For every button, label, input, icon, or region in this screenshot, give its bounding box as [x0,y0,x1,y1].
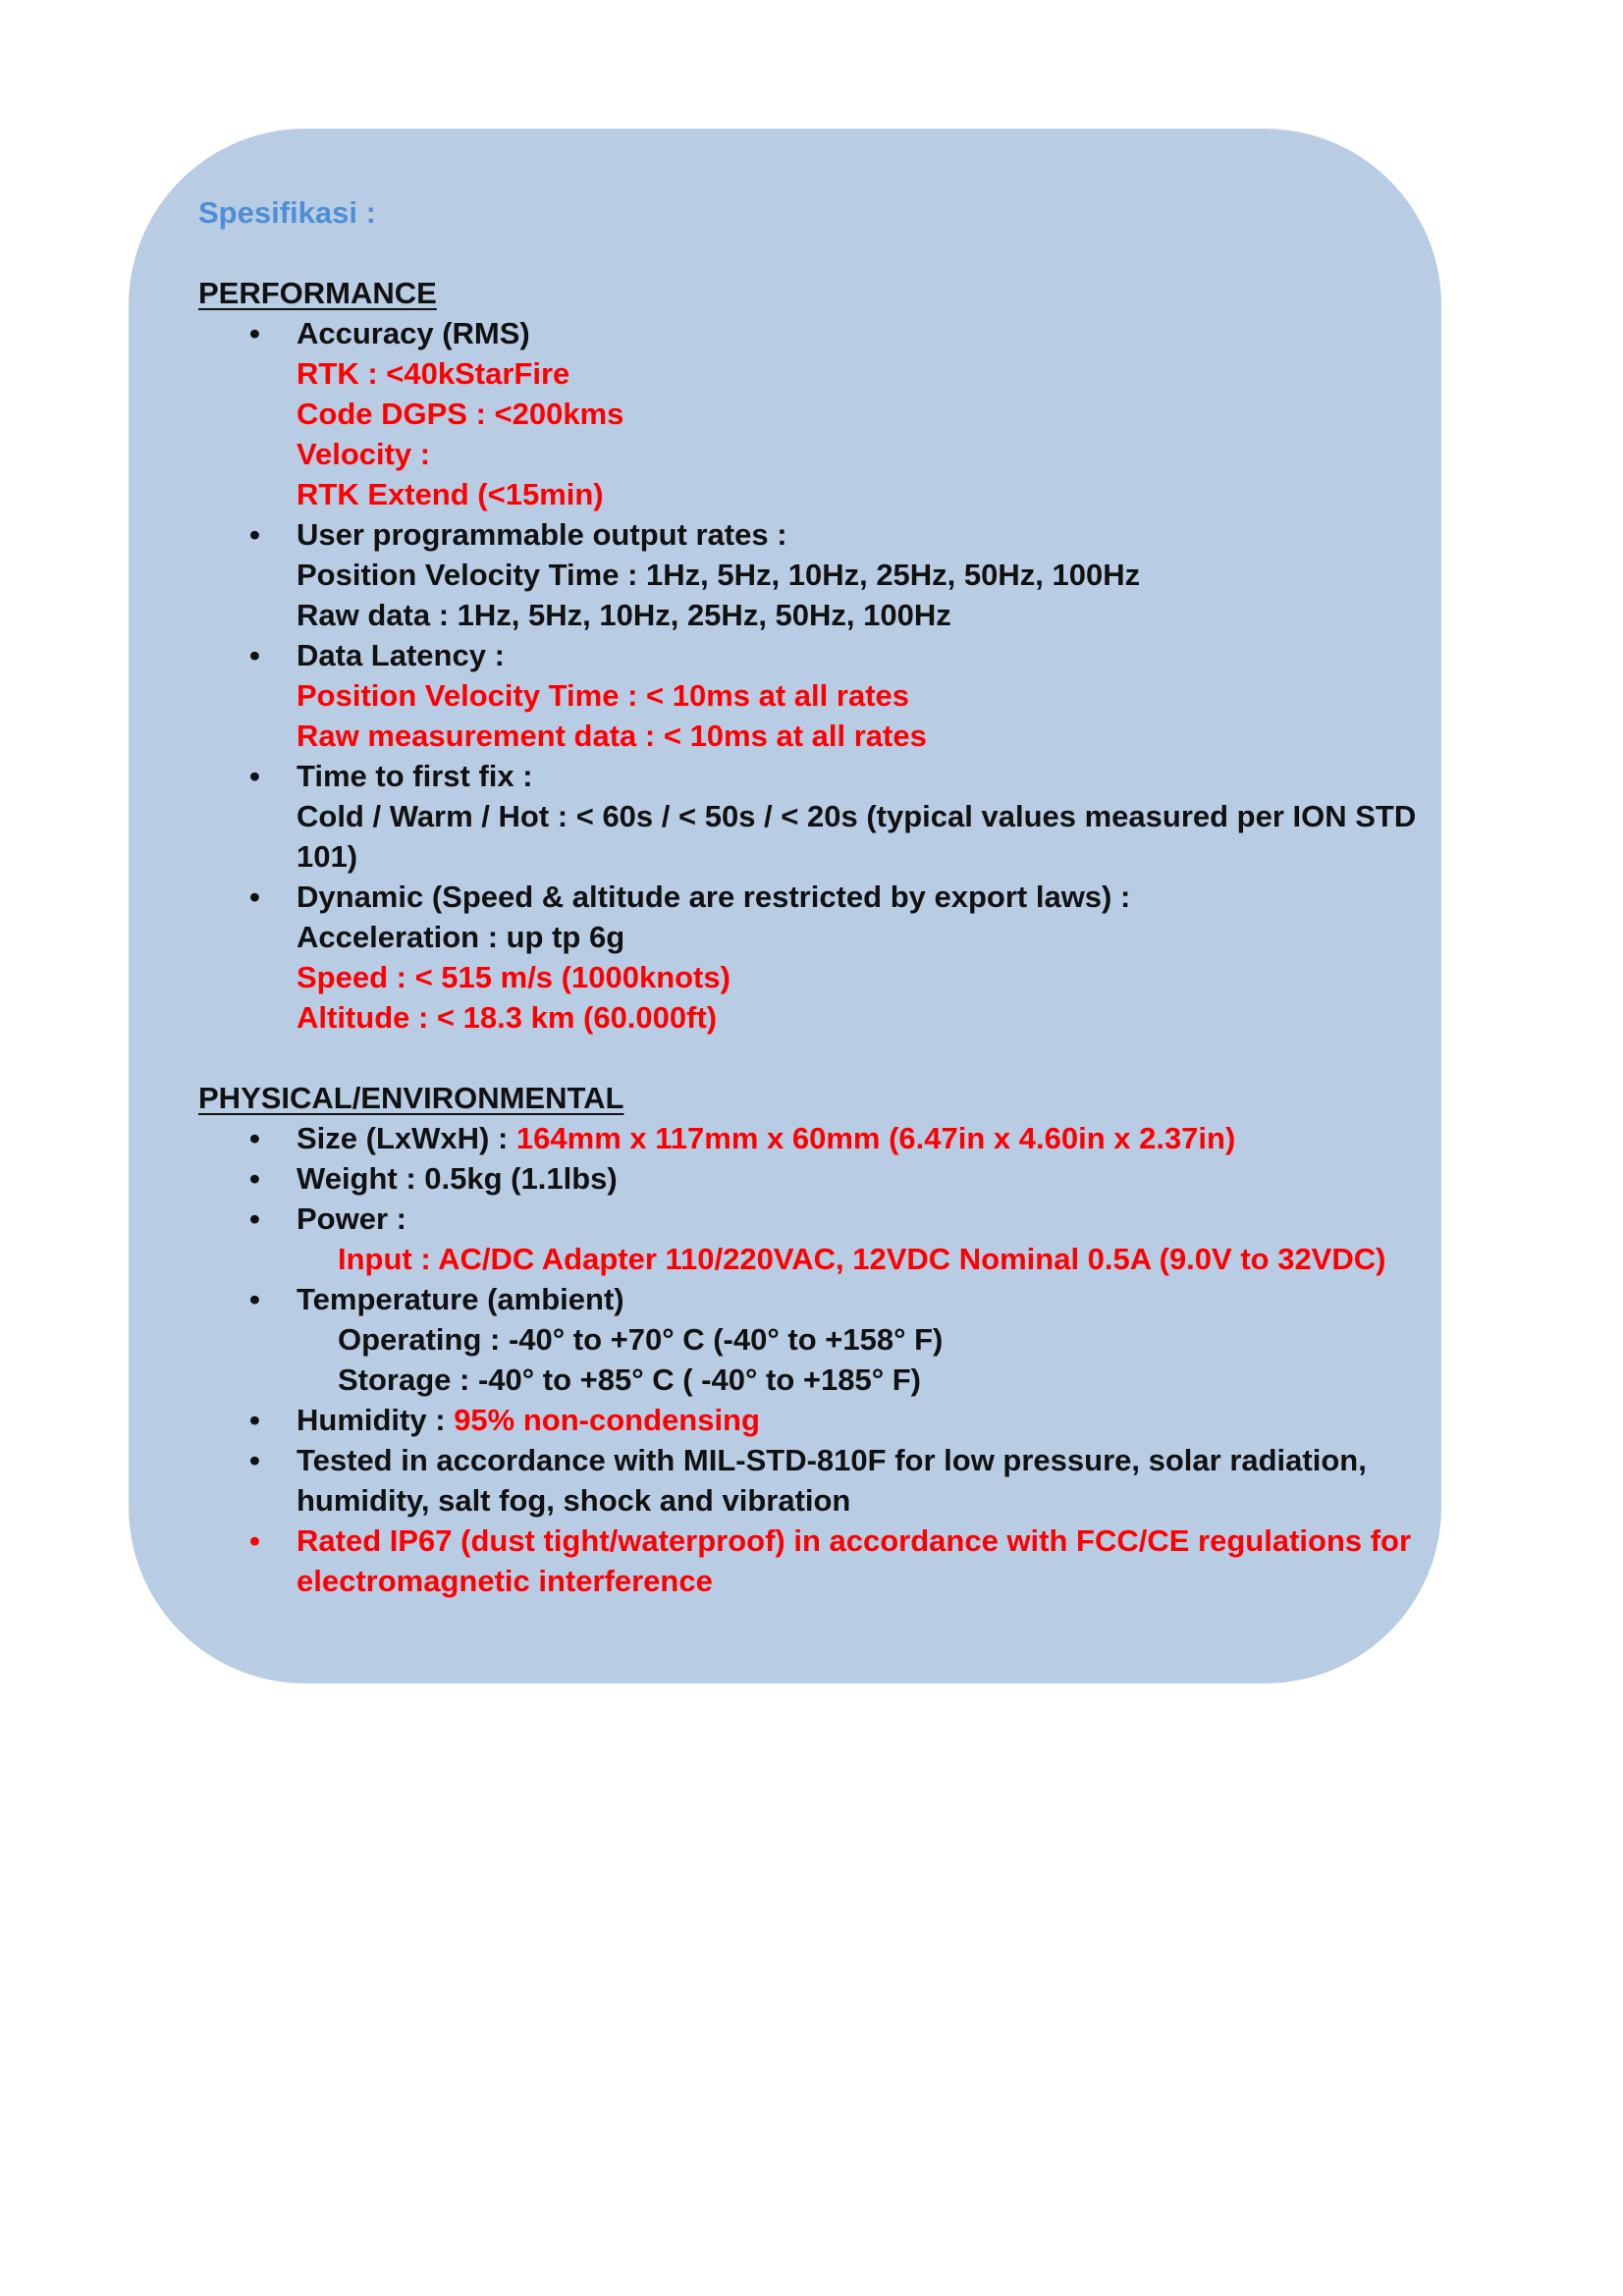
bullet-icon: • [249,1201,260,1236]
output-rates-pvt: Position Velocity Time : 1Hz, 5Hz, 10Hz, 25Hz, 50Hz, 100Hz [297,558,1141,592]
size-item [198,1118,1426,1158]
temperature-item [198,1279,1426,1400]
rated-item [198,1521,1426,1601]
physical-heading: PHYSICAL/ENVIRONMENTAL [198,1081,624,1115]
accuracy-velocity: Velocity : [297,437,431,471]
section-spacer [198,1038,1426,1078]
tested-line2: humidity, salt fog, shock and vibration [297,1483,851,1518]
tested-item [198,1440,1426,1521]
output-rates-raw: Raw data : 1Hz, 5Hz, 10Hz, 25Hz, 50Hz, 100Hz [297,598,951,632]
bullet-icon: • [249,1161,260,1196]
temperature-label: Temperature (ambient) [297,1282,624,1316]
humidity-line [297,1400,1426,1440]
size-line [297,1118,1426,1158]
bullet-icon: • [249,638,260,672]
latency-raw: Raw measurement data : < 10ms at all rates [297,719,927,753]
temperature-operating: Operating : -40° to +70° C (-40° to +158° F) [338,1322,944,1357]
ttff-values-line2: 101) [297,839,358,874]
weight-item [198,1158,1426,1199]
latency-label: Data Latency : [297,638,505,672]
output-rates-label: User programmable output rates : [297,517,787,552]
weight-value: Weight : 0.5kg (1.1lbs) [297,1161,618,1196]
bullet-icon: • [249,1282,260,1316]
bullet-icon: • [249,1523,260,1558]
bullet-icon: • [249,316,260,350]
tested-line1: Tested in accordance with MIL-STD-810F for low pressure, solar radiation, [297,1443,1367,1477]
power-item [198,1199,1426,1279]
dynamic-label: Dynamic (Speed & altitude are restricted by export laws) : [297,880,1131,914]
accuracy-rtk: RTK : <40kStarFire [297,356,570,391]
bullet-icon: • [249,880,260,914]
latency-item [198,635,1426,756]
bullet-icon: • [249,1443,260,1477]
accuracy-item [198,313,1426,514]
ttff-label: Time to first fix : [297,759,533,793]
rated-line1: Rated IP67 (dust tight/waterproof) in accordance with FCC/CE regulations for [297,1523,1412,1558]
power-label: Power : [297,1201,406,1236]
spec-content [198,192,1426,1601]
humidity-label: Humidity : [297,1403,446,1437]
performance-heading: PERFORMANCE [198,276,437,310]
bullet-icon: • [249,1403,260,1437]
accuracy-rtk-extend: RTK Extend (<15min) [297,477,604,511]
size-label: Size (LxWxH) : [297,1121,509,1155]
humidity-value: 95% non-condensing [454,1403,760,1437]
dynamic-item [198,877,1426,1038]
ttff-item [198,756,1426,877]
page-title: Spesifikasi : [198,195,376,230]
size-value: 164mm x 117mm x 60mm (6.47in x 4.60in x 2.37in) [515,1121,1236,1155]
latency-pvt: Position Velocity Time : < 10ms at all rates [297,678,909,713]
temperature-storage: Storage : -40° to +85° C ( -40° to +185° F) [338,1362,921,1397]
rated-line2: electromagnetic interference [297,1564,713,1598]
ttff-values-line1: Cold / Warm / Hot : < 60s / < 50s / < 20s (typical values measured per ION STD [297,799,1417,833]
dynamic-altitude: Altitude : < 18.3 km (60.000ft) [297,1000,718,1035]
bullet-icon: • [249,1121,260,1155]
humidity-item [198,1400,1426,1440]
accuracy-code-dgps: Code DGPS : <200kms [297,397,624,431]
output-rates-item [198,514,1426,635]
bullet-icon: • [249,759,260,793]
power-input: Input : AC/DC Adapter 110/220VAC, 12VDC Nominal 0.5A (9.0V to 32VDC) [338,1242,1386,1276]
accuracy-label: Accuracy (RMS) [297,316,530,350]
bullet-icon: • [249,517,260,552]
dynamic-speed: Speed : < 515 m/s (1000knots) [297,960,730,994]
dynamic-acceleration: Acceleration : up tp 6g [297,920,625,954]
